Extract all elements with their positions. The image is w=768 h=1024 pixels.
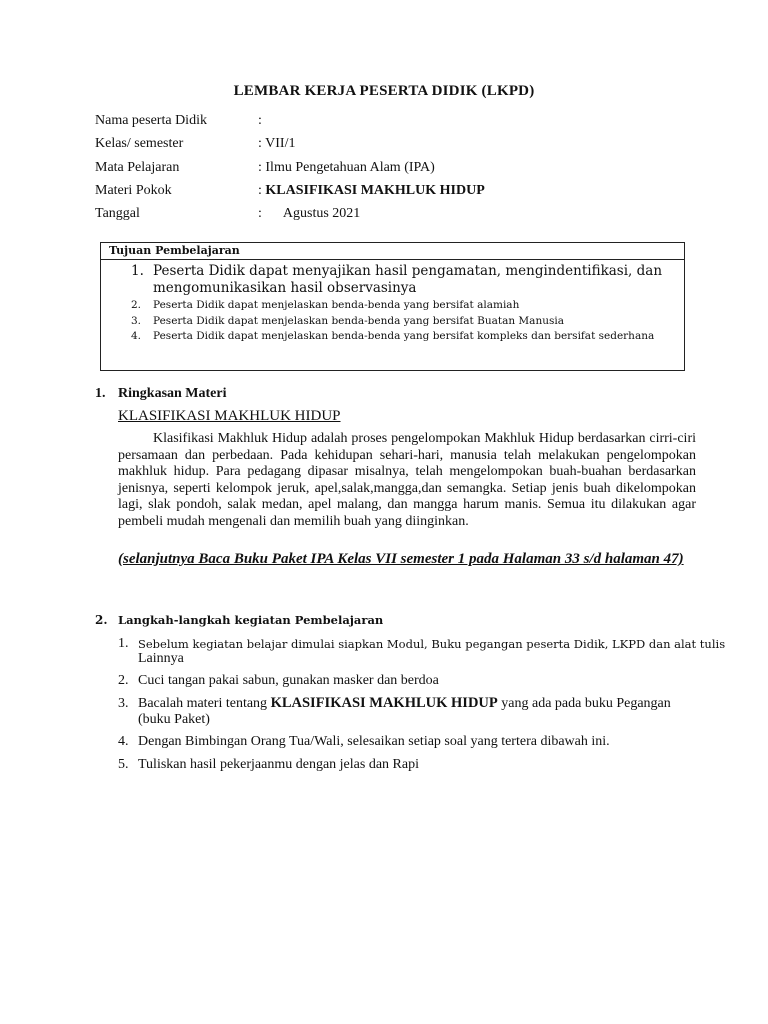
section1-number: 1. (95, 386, 106, 401)
step-number: 1. (118, 636, 129, 651)
tujuan-item-num: 4. (131, 330, 142, 342)
ringkasan-paragraph (118, 431, 696, 531)
info-label-nama: Nama peserta Didik (95, 113, 207, 128)
step-number: 5. (118, 757, 129, 772)
info-label-mapel: Mata Pelajaran (95, 160, 180, 175)
section2-heading: Langkah-langkah kegiatan Pembelajaran (118, 613, 384, 627)
section1-heading: Ringkasan Materi (118, 386, 227, 401)
step-1: Sebelum kegiatan belajar dimulai siapkan Modul, Buku pegangan peserta Didik, LKPD dan alat tulis (138, 637, 726, 651)
info-label-tanggal: Tanggal (95, 206, 140, 221)
tujuan-item-num: 3. (131, 315, 142, 327)
step-number: 2. (118, 673, 129, 688)
tujuan-item-num: 2. (131, 299, 142, 311)
info-value-kelas: : VII/1 (258, 136, 296, 151)
tujuan-item-3: Peserta Didik dapat menjelaskan benda-benda yang bersifat Buatan Manusia (153, 315, 564, 327)
tujuan-item-1: Peserta Didik dapat menyajikan hasil pengamatan, mengindentifikasi, dan (153, 263, 663, 279)
info-label-kelas: Kelas/ semester (95, 136, 184, 151)
document-title: LEMBAR KERJA PESERTA DIDIK (LKPD) (233, 83, 535, 99)
step-number: 3. (118, 696, 129, 711)
info-value-tanggal: : Agustus 2021 (258, 206, 361, 221)
info-value-nama: : (258, 113, 262, 128)
ringkasan-text: Klasifikasi Makhluk Hidup adalah proses pengelompokan Makhluk Hidup berdasarkan cirri-ciri persamaan dan perbedaan. Pada kehidupan sehari-hari, manusia telah melakukan pengelompokan makhluk hidup. Para pedagang dipasar misalnya, telah mengelompokan buah-buahan berdasarkan jenisnya, seperti kelompok jeruk, apel,salak,mangga,dan semangka. Setiap jenis buah dikelompokan lagi, slak pondoh, salak medan, apel malang, dan mangga harum manis. Semua itu dilakukan agar pembeli mudah mengenali dan memilih buah yang diinginkan. (118, 431, 696, 529)
tujuan-item-4: Peserta Didik dapat menjelaskan benda-benda yang bersifat kompleks dan bersifat sederhana (153, 330, 655, 342)
step-number: 4. (118, 734, 129, 749)
tujuan-item-num: 1. (131, 263, 144, 279)
step-4: Dengan Bimbingan Orang Tua/Wali, selesaikan setiap soal yang tertera dibawah ini. (138, 734, 610, 749)
tujuan-header (101, 243, 684, 260)
info-label-materi: Materi Pokok (95, 183, 172, 198)
tujuan-item-1-cont: mengomunikasikan hasil observasinya (153, 280, 417, 296)
step-5: Tuliskan hasil pekerjaanmu dengan jelas dan Rapi (138, 757, 419, 772)
info-value-materi: : KLASIFIKASI MAKHLUK HIDUP (258, 183, 485, 198)
step-1-cont: Lainnya (138, 651, 184, 666)
tujuan-item-2: Peserta Didik dapat menjelaskan benda-benda yang bersifat alamiah (153, 299, 520, 311)
step-3-cont: (buku Paket) (138, 712, 210, 727)
step-2: Cuci tangan pakai sabun, gunakan masker dan berdoa (138, 673, 439, 688)
reference-note: (selanjutnya Baca Buku Paket IPA Kelas VII semester 1 pada Halaman 33 s/d halaman 47) (118, 551, 684, 567)
section2-number: 2. (95, 613, 108, 627)
section1-subheading: KLASIFIKASI MAKHLUK HIDUP (118, 408, 341, 424)
info-value-mapel: : Ilmu Pengetahuan Alam (IPA) (258, 160, 435, 175)
step-3: Bacalah materi tentang KLASIFIKASI MAKHLUK HIDUP yang ada pada buku Pegangan (138, 695, 671, 711)
tujuan-heading: Tujuan Pembelajaran (109, 244, 240, 257)
